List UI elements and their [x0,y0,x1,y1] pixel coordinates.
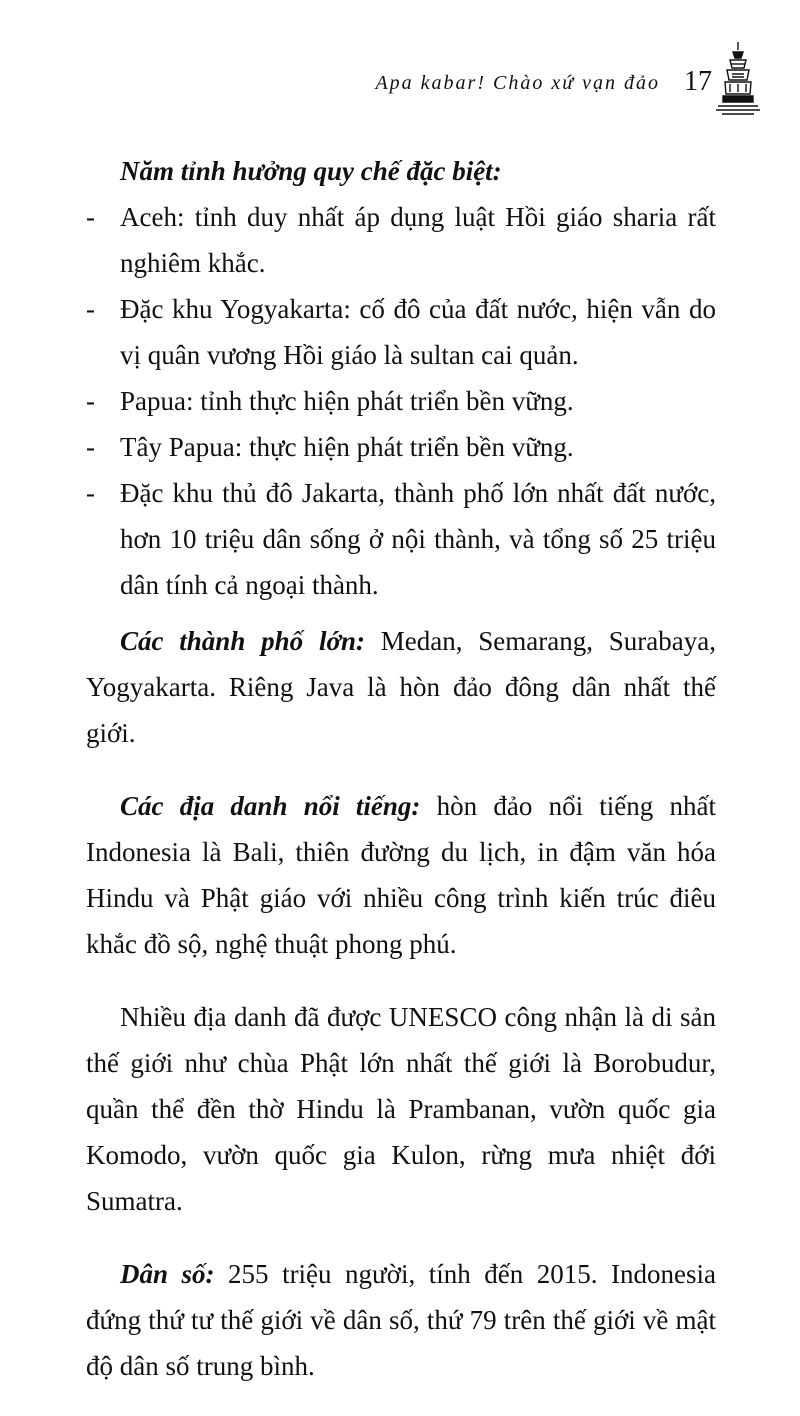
list-item-text: Đặc khu thủ đô Jakarta, thành phố lớn nhất đất nước, hơn 10 triệu dân sống ở nội thành, và tổng số 25 triệu dân tính cả ngoại thành. [120,478,716,600]
list-item [86,194,716,286]
cities-lead: Các thành phố lớn: [120,626,365,656]
dash-marker: - [86,294,95,324]
list-item [86,378,716,424]
dash-marker: - [86,432,95,462]
running-title: Apa kabar! Chào xứ vạn đảo [375,72,660,94]
province-list [86,194,716,608]
page-body [86,148,716,1416]
unesco-paragraph [86,994,716,1224]
list-item [86,470,716,608]
landmarks-lead: Các địa danh nổi tiếng: [120,791,421,821]
cities-paragraph [86,618,716,756]
list-item-text: Papua: tỉnh thực hiện phát triển bền vững. [120,386,574,416]
list-item [86,286,716,378]
population-text: 255 triệu người, tính đến 2015. Indonesia đứng thứ tư thế giới về dân số, thứ 79 trên thế giới về mật độ dân số trung bình. [86,1259,716,1381]
list-item-text: Aceh: tỉnh duy nhất áp dụng luật Hồi giáo sharia rất nghiêm khắc. [120,202,716,278]
population-paragraph [86,1251,716,1389]
list-item-text: Tây Papua: thực hiện phát triển bền vững. [120,432,574,462]
section-title: Năm tỉnh hưởng quy chế đặc biệt: [120,156,502,186]
population-lead: Dân số: [120,1259,215,1289]
landmarks-text: hòn đảo nổi tiếng nhất Indonesia là Bali, thiên đường du lịch, in đậm văn hóa Hindu và Phật giáo với nhiều công trình kiến trúc điêu khắc đồ sộ, nghệ thuật phong phú. [86,791,716,959]
landmarks-paragraph [86,783,716,967]
dash-marker: - [86,386,95,416]
cities-text: Medan, Semarang, Surabaya, Yogyakarta. Riêng Java là hòn đảo đông dân nhất thế giới. [86,626,716,748]
temple-illustration-icon [716,40,760,130]
dash-marker: - [86,478,95,508]
list-item-text: Đặc khu Yogyakarta: cố đô của đất nước, hiện vẫn do vị quân vương Hồi giáo là sultan cai quản. [120,294,716,370]
page-number: 17 [684,66,712,97]
dash-marker: - [86,202,95,232]
page-header [0,62,800,112]
list-item [86,424,716,470]
unesco-text: Nhiều địa danh đã được UNESCO công nhận là di sản thế giới như chùa Phật lớn nhất thế giới là Borobudur, quần thể đền thờ Hindu là Prambanan, vườn quốc gia Komodo, vườn quốc gia Kulon, rừng mưa nhiệt đới Sumatra. [86,1002,716,1216]
